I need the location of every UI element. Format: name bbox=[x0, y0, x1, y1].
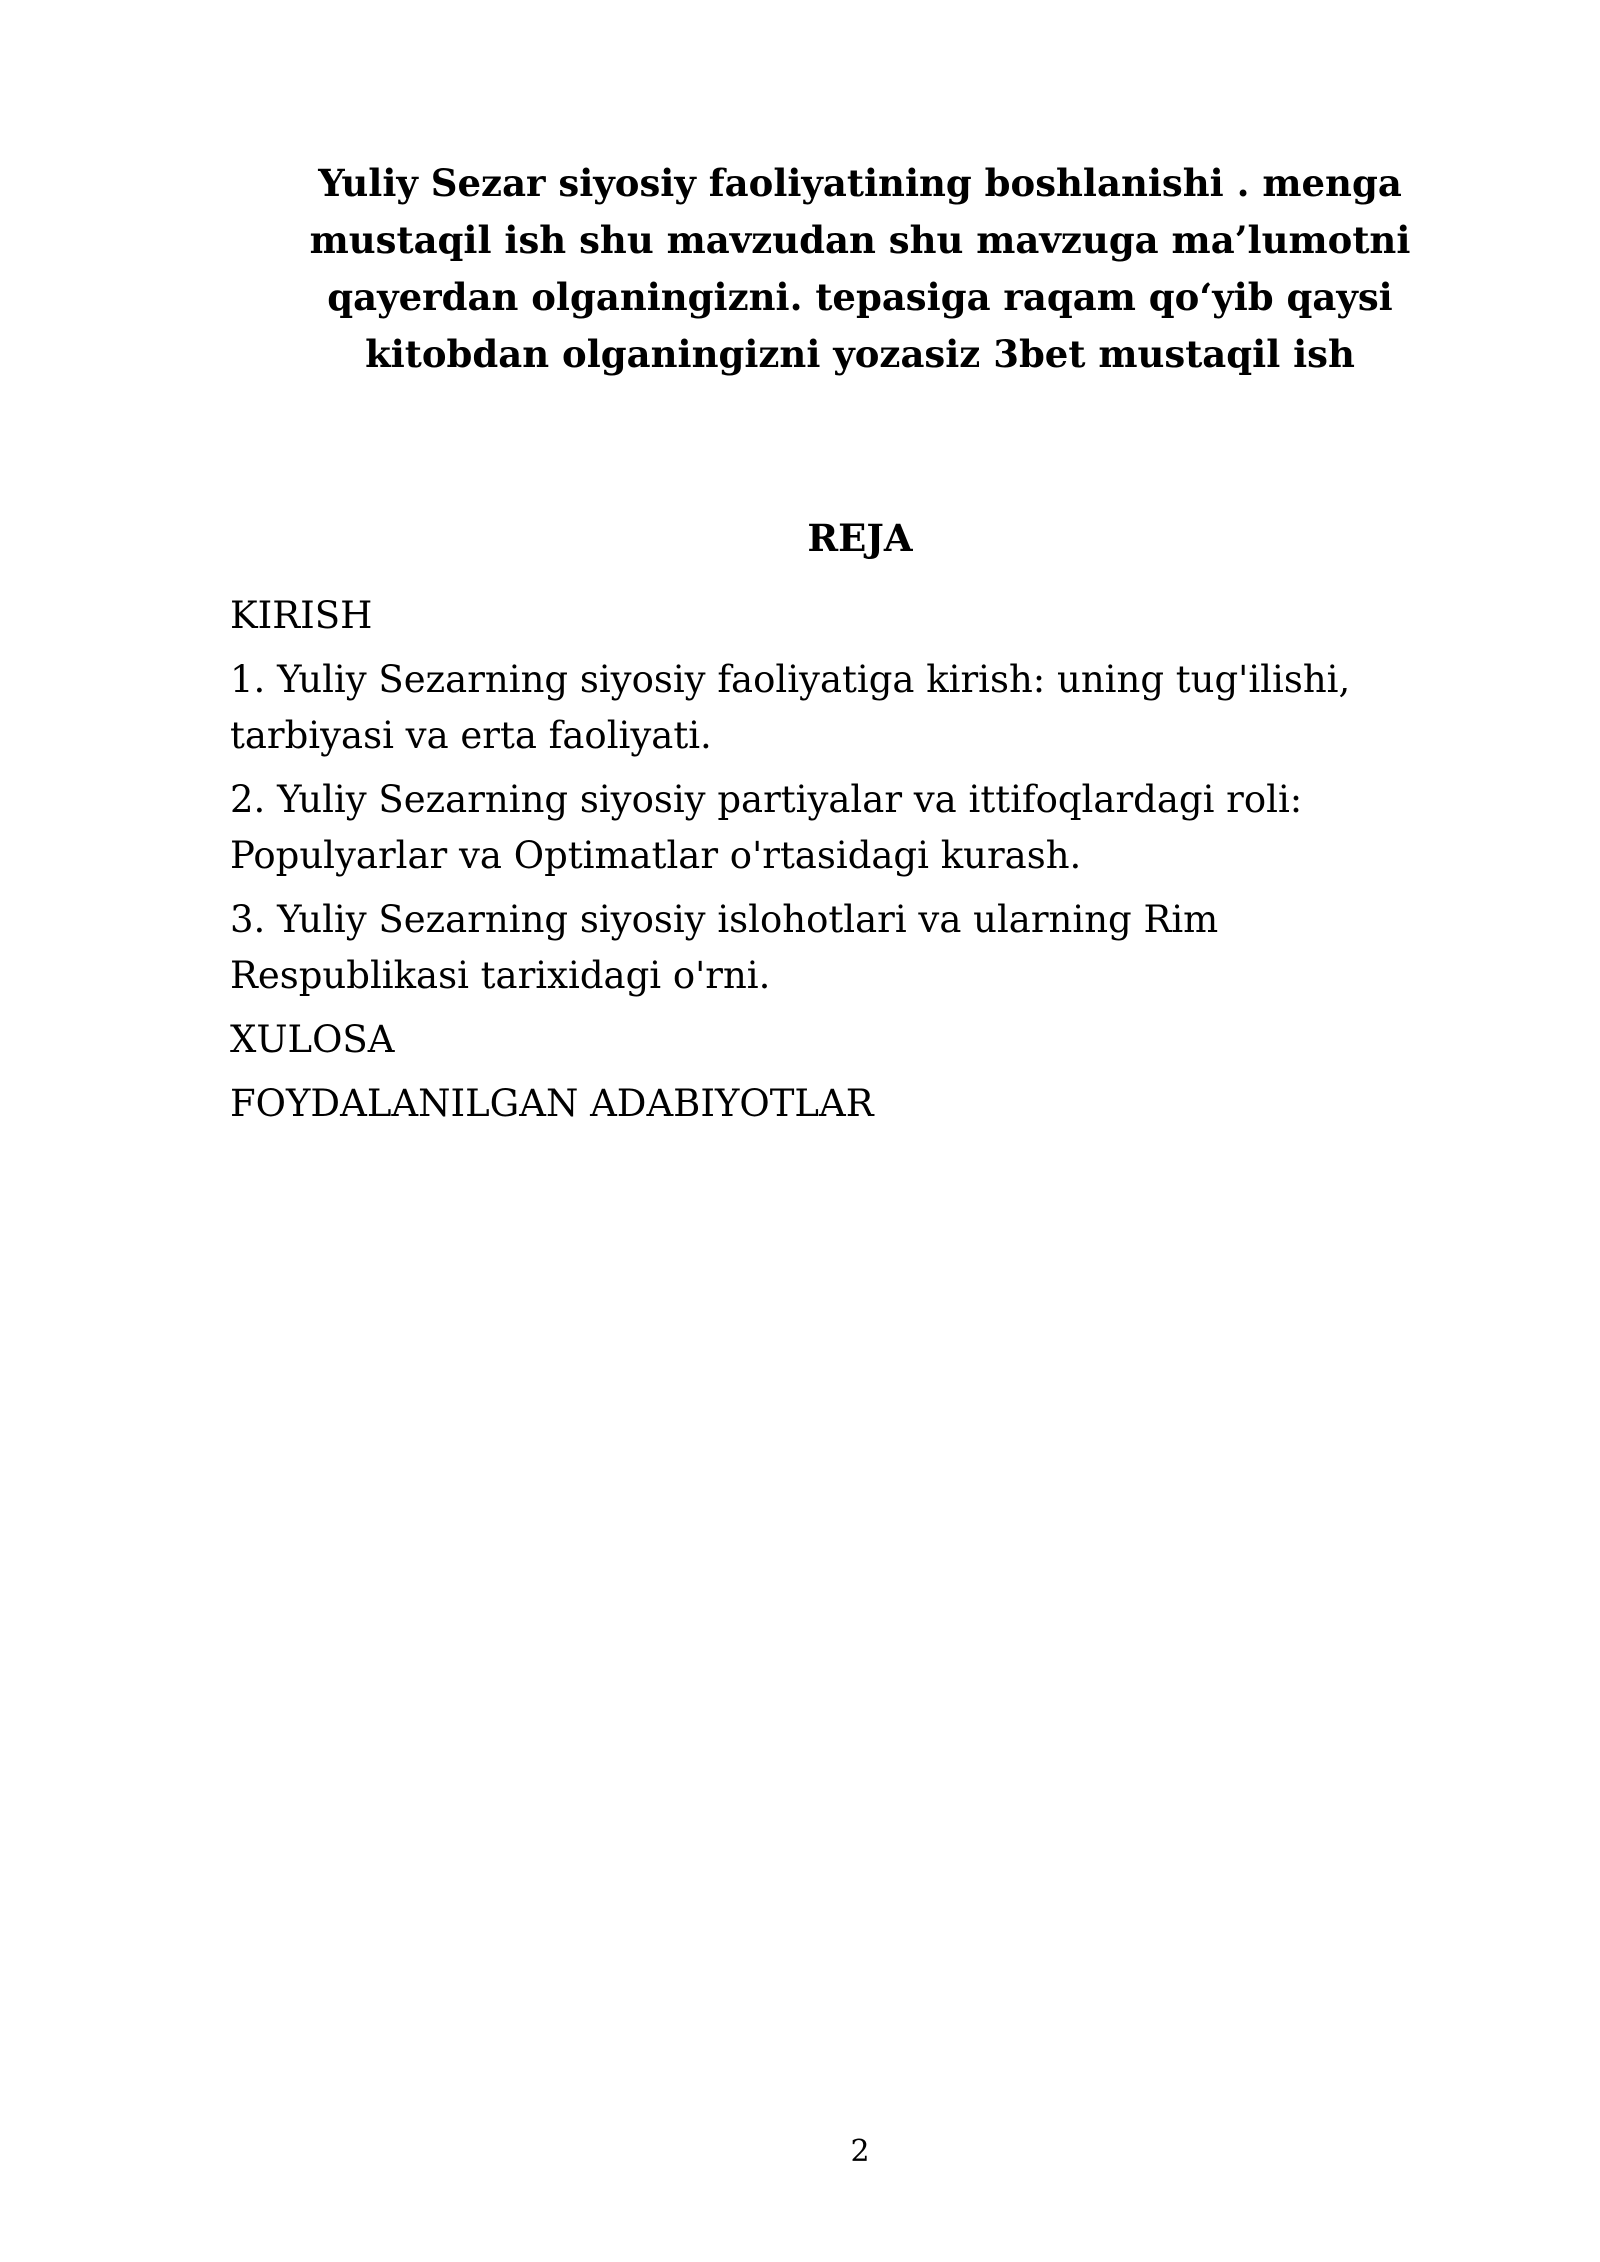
plan-list bbox=[230, 588, 1430, 1140]
plan-heading: REJA bbox=[807, 516, 913, 560]
plan-item-3: 3. Yuliy Sezarning siyosiy islohotlari va ularning Rim Respublikasi tarixidagi o'rni. bbox=[230, 898, 1219, 997]
plan-item-2: 2. Yuliy Sezarning siyosiy partiyalar va ittifoqlardagi roli: Populyarlar va Optimatlar o'rtasidagi kurash. bbox=[230, 778, 1303, 877]
plan-item-1: 1. Yuliy Sezarning siyosiy faoliyatiga kirish: uning tug'ilishi, tarbiyasi va erta faoliyati. bbox=[230, 658, 1351, 757]
document-title: Yuliy Sezar siyosiy faoliyatining boshlanishi . menga mustaqil ish shu mavzudan shu mavzuga ma’lumotni qayerdan olganingizni. tepasiga raqam qo‘yib qaysi kitobdan olganingizni yozasiz 3bet mustaqil ish bbox=[309, 161, 1411, 376]
plan-item-introduction: KIRISH bbox=[230, 594, 373, 637]
plan-item-conclusion: XULOSA bbox=[230, 1018, 395, 1061]
page-number: 2 bbox=[850, 2134, 870, 2169]
plan-item-references: FOYDALANILGAN ADABIYOTLAR bbox=[230, 1082, 874, 1125]
